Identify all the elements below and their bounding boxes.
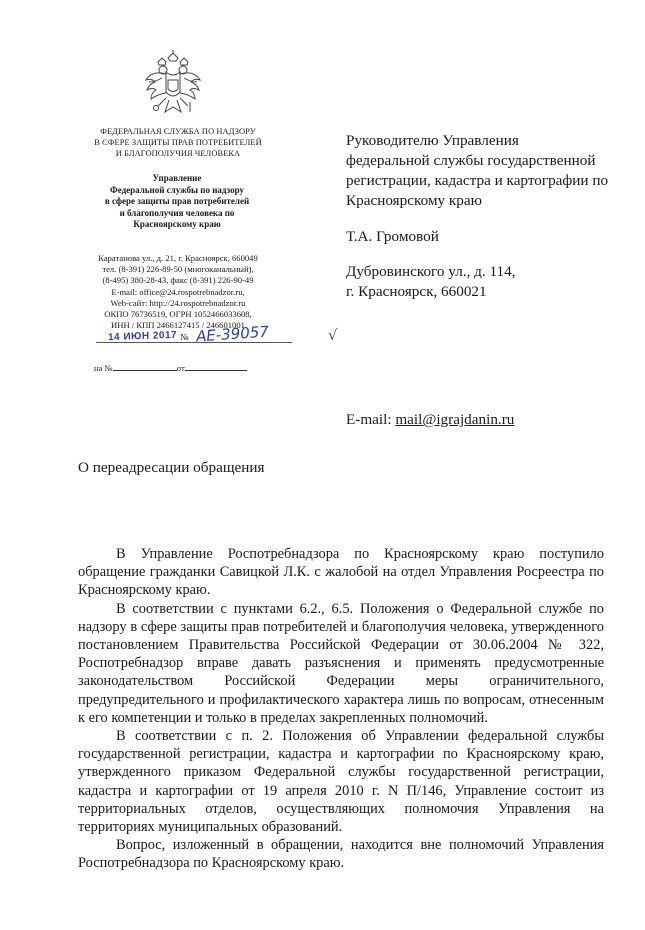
agency-line: ФЕДЕРАЛЬНАЯ СЛУЖБА ПО НАДЗОРУ [100, 127, 256, 136]
coat-of-arms-icon [142, 50, 204, 122]
email-label: E-mail: [346, 411, 392, 428]
stamp-number-label: № [180, 332, 189, 342]
contact-inn: ИНН / КПП 2466127415 / 246601001 [111, 320, 245, 331]
agency-name [78, 126, 278, 159]
check-mark-icon: √ [328, 326, 338, 344]
organization-name [82, 173, 272, 231]
org-line: и благополучия человека по [119, 207, 235, 218]
recipient-address [346, 262, 516, 302]
recipient-block [346, 131, 636, 211]
contact-phone: тел. (8-391) 226-89-50 (многоканальный), [102, 264, 254, 275]
ref-date-blank [185, 362, 247, 371]
stamp-underline [96, 342, 292, 343]
recipient-email [346, 411, 514, 429]
recipient-line: регистрации, кадастра и картографии по [346, 172, 609, 189]
recipient-name: Т.А. Громовой [346, 228, 439, 245]
paragraph: В соответствии с пунктами 6.2., 6.5. Положения о Федеральной службе по надзору в сфере защиты прав потребителей и благополучия человека, утвержденного постановлением Правительства Российской Федерации от 30.06.2004 № 322, Роспотребнадзор вправе давать разъяснения и применять предусмотренные законодательством Российской Федерации меры ограничительного, предупредительного и профилактического характера лишь по вопросам, отнесенным к его компетенции и только в пределах закрепленных полномочий. [78, 600, 604, 726]
letter-body [78, 545, 604, 873]
contact-details [68, 253, 288, 331]
address-line: Дубровинского ул., д. 114, [346, 263, 516, 280]
org-line: в сфере защиты прав потребителей [104, 196, 250, 206]
paragraph: Вопрос, изложенный в обращении, находится вне полномочий Управления Роспотребнадзора по Красноярскому краю. [78, 837, 604, 872]
org-line: Управление [152, 173, 202, 183]
ref-date-label: от [176, 363, 185, 373]
ref-number-blank [113, 362, 177, 371]
contact-address: Каратанова ул., д. 21, г. Красноярск, 660049 [98, 253, 258, 263]
contact-website: Web-сайт: http://24.rospotrebnadzor.ru [110, 297, 246, 308]
agency-line: В СФЕРЕ ЗАЩИТЫ ПРАВ ПОТРЕБИТЕЛЕЙ [94, 138, 262, 147]
address-line: г. Красноярск, 660021 [346, 283, 487, 300]
paragraph: В Управление Роспотребнадзора по Красноярскому краю поступило обращение гражданки Савицкой Л.К. с жалобой на отдел Управления Росреестра по Красноярскому краю. [78, 546, 604, 599]
recipient-line: Красноярскому краю [346, 192, 482, 209]
agency-line: И БЛАГОПОЛУЧИЯ ЧЕЛОВЕКА [115, 149, 241, 158]
email-link[interactable]: mail@igrajdanin.ru [395, 411, 515, 428]
stamp-number: АЕ-39057 [195, 322, 270, 346]
letter-subject: О переадресации обращения [78, 459, 265, 476]
org-line: Федеральной службы по надзору [109, 184, 244, 195]
recipient-line: Руководителю Управления [346, 132, 519, 149]
stamp-date: 14 ИЮН 2017 [107, 329, 178, 344]
recipient-line: федеральной службы государственной [346, 152, 596, 169]
paragraph: В соответствии с п. 2. Положения об Управлении федеральной службы государственной регистрации, кадастра и картографии по Красноярскому краю, утвержденного приказом Федеральной службы государственной регистрации, кадастра и картографии от 19 апреля 2010 г. N П/146, Управление состоит из территориальных отделов, осуществляющих полномочия Управления на территориях муниципальных образований. [78, 728, 604, 836]
contact-okpo: ОКПО 76736519, ОГРН 1052466033608, [104, 309, 252, 320]
org-line: Красноярскому краю [133, 219, 221, 229]
contact-email: E-mail: office@24.rospotrebnadzor.ru, [111, 286, 245, 297]
ref-number-label: на № [94, 363, 113, 373]
reference-line [94, 362, 247, 373]
contact-fax: (8-495) 380-28-43, факс (8-391) 226-90-49 [102, 275, 254, 286]
